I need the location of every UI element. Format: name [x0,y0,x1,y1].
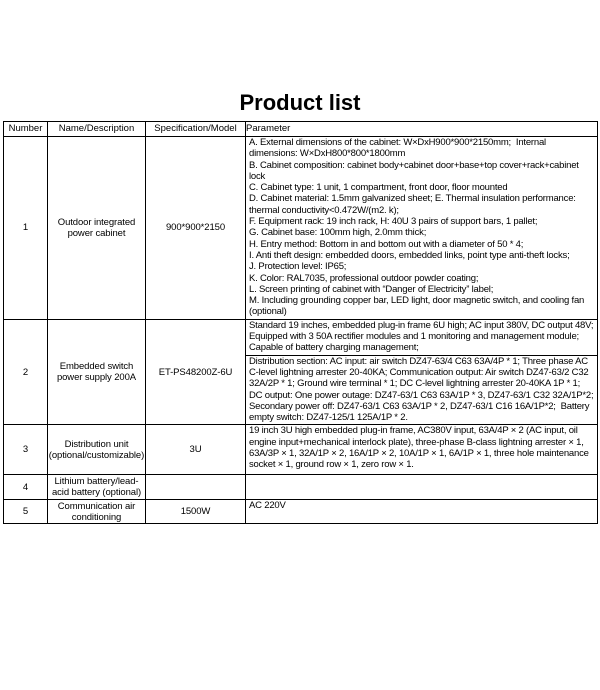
parameter-line: AC 220V [249,500,286,512]
parameter-line: K. Color: RAL7035, professional outdoor powder coating; [249,272,479,284]
parameter-block [246,137,597,319]
cell-parameter [246,425,598,475]
parameter-block [246,425,597,471]
cell-name: Outdoor integrated power cabinet [48,137,146,320]
page-title: Product list [239,90,361,115]
parameter-block [246,355,597,425]
cell-parameter [246,137,598,320]
product-list-table [3,121,598,524]
parameter-line: A. External dimensions of the cabinet: W×DxH900*900*2150mm; Internal dimensions: W×DxH800*800*1800mm [249,137,546,160]
table-row [4,319,598,425]
cell-number: 1 [4,137,48,320]
cell-number: 5 [4,500,48,524]
parameter-line: J. Protection level: IP65; [249,261,347,273]
cell-spec: 3U [146,425,246,475]
parameter-line: Distribution section: AC input: air switch DZ47-63/4 C63 63A/4P * 1; Three phase AC C-level lightning arrester 20-40KA; Communication output: Air switch DZ47-63/2 C32 32A/2P * 1; Ground wire terminal * 1; DC C-level lightning arrester 20-40KA 1P * 1; DC output: One power outage: DZ47-63/1 C63 63A/1P * 3, DZ47-63/1 C32 32A/1P*2; Secondary power off: DZ47-63/1 C63 63A/1P * 2, DZ47-63/1 C16 16A/1P*2; Battery empty switch: DZ47-125/1 125A/1P * 2. [249,355,594,424]
table-row [4,425,598,475]
cell-spec: 1500W [146,500,246,524]
parameter-line: L. Screen printing of cabinet with “Danger of Electricity” label; [249,283,494,295]
cell-number: 3 [4,425,48,475]
parameter-line: I. Anti theft design: embedded doors, embedded links, point type anti-theft locks; [249,249,570,261]
cell-name: Distribution unit (optional/customizable) [48,425,146,475]
table-body [4,137,598,524]
parameter-line: 19 inch 3U high embedded plug-in frame, AC380V input, 63A/4P × 2 (AC input, oil engine input+mechanical interlock plate), three-phase B-class lightning arrester × 1, 63A/3P × 1, 32A/1P × 2, 16A/1P × 2, 10A/1P × 1, 6A/1P × 1, three hole maintenance socket × 1, ground row × 1, zero row × 1. [249,425,589,471]
parameter-block [246,320,597,355]
cell-parameter [246,500,598,524]
cell-number: 2 [4,319,48,425]
cell-name: Lithium battery/lead-acid battery (optional) [48,475,146,500]
parameter-line: M. Including grounding copper bar, LED light, door magnetic switch, and cooling fan (optional) [249,295,585,318]
column-header-name-description: Name/Description [48,122,146,137]
parameter-line: Equipped with 3 50A rectifier modules and 1 monitoring and management module; [249,331,579,343]
parameter-line: G. Cabinet base: 100mm high, 2.0mm thick; [249,227,427,239]
cell-spec [146,475,246,500]
parameter-block [246,500,597,512]
column-header-number: Number [4,122,48,137]
parameter-line: Capable of battery charging management; [249,342,419,354]
table-header [4,122,598,137]
parameter-line: C. Cabinet type: 1 unit, 1 compartment, front door, floor mounted [249,182,508,194]
table-row [4,500,598,524]
cell-parameter [246,475,598,500]
parameter-line: F. Equipment rack: 19 inch rack, H: 40U 3 pairs of support bars, 1 pallet; [249,216,538,228]
table-row [4,475,598,500]
parameter-line: B. Cabinet composition: cabinet body+cabinet door+base+top cover+rack+cabinet lock [249,159,579,182]
cell-spec: 900*900*2150 [146,137,246,320]
table-row [4,137,598,320]
parameter-line: H. Entry method: Bottom in and bottom out with a diameter of 50 * 4; [249,238,524,250]
column-header-specification-model: Specification/Model [146,122,246,137]
parameter-line: D. Cabinet material: 1.5mm galvanized sheet; E. Thermal insulation performance: thermal conductivity<0.472W/(m2. k); [249,193,576,216]
cell-parameter [246,319,598,425]
column-header-parameter: Parameter [246,122,598,137]
cell-name: Communication air conditioning [48,500,146,524]
header-row [4,122,598,137]
cell-spec: ET-PS48200Z-6U [146,319,246,425]
cell-name: Embedded switch power supply 200A [48,319,146,425]
cell-number: 4 [4,475,48,500]
parameter-line: Standard 19 inches, embedded plug-in frame 6U high; AC input 380V, DC output 48V; [249,319,594,331]
